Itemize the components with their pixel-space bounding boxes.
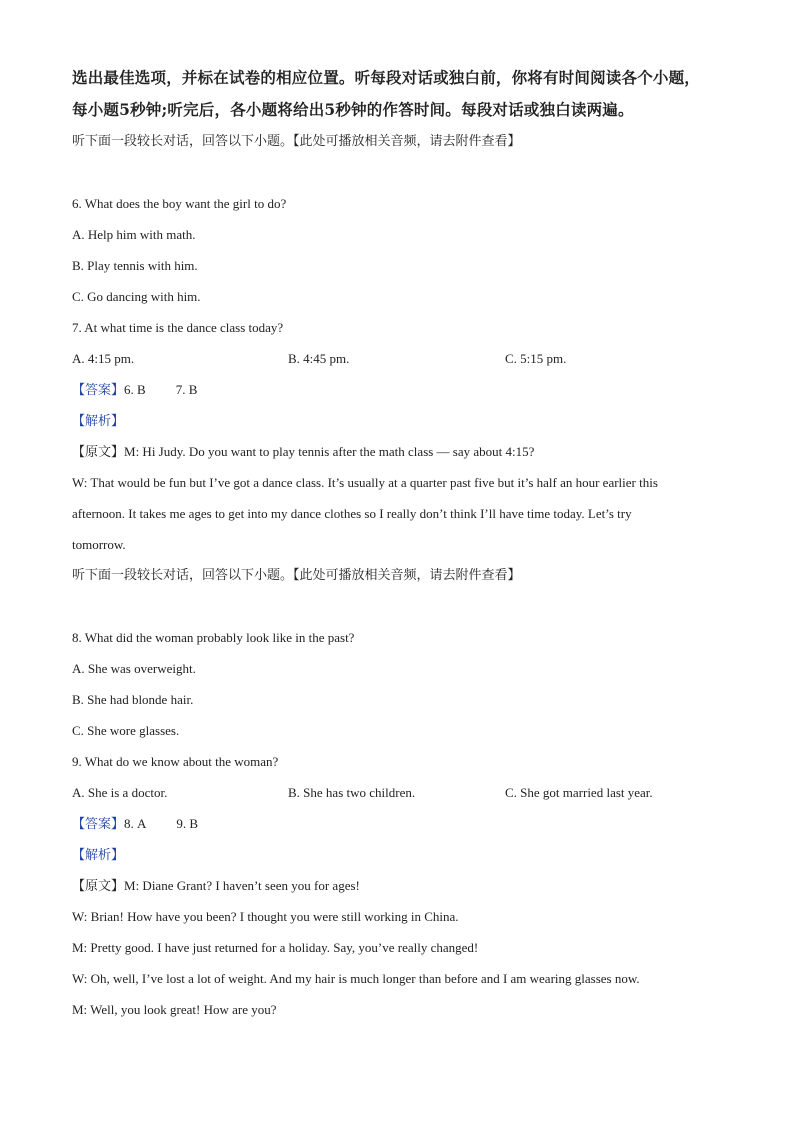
question-7-option-b: B. 4:45 pm. [288,351,350,366]
transcript-1-line-4: tomorrow. [72,537,126,552]
question-8-option-b: B. She had blonde hair. [72,692,194,707]
transcript-2-line-3: M: Pretty good. I have just returned for a holiday. Say, you’ve really changed! [72,940,479,955]
question-8-option-c: C. She wore glasses. [72,723,180,738]
question-9-option-a: A. She is a doctor. [72,785,168,800]
analysis-line-2 [72,839,722,870]
original-tag: 【原文】 [72,445,125,460]
question-6-option-b: B. Play tennis with him. [72,258,198,273]
answer-tag: 【答案】 [72,383,125,398]
transcript-text: M: Diane Grant? I haven’t seen you for ages! [124,878,360,893]
question-7-options [72,343,722,374]
question-6-option-c: C. Go dancing with him. [72,289,201,304]
answer-8: 8. A [124,816,147,831]
instruction-line-1: 选出最佳选项，并标在试卷的相应位置。听每段对话或独白前，你将有时间阅读各个小题， [72,68,701,87]
transcript-2-line-4: W: Oh, well, I’ve lost a lot of weight. And my hair is much longer than before and I am wearing glasses now. [72,971,640,986]
answer-tag: 【答案】 [72,817,125,832]
answer-line-2 [72,808,722,839]
question-9-option-c: C. She got married last year. [505,785,653,800]
question-9: 9. What do we know about the woman? [72,754,279,769]
transcript-2-line-2: W: Brian! How have you been? I thought you were still working in China. [72,909,459,924]
question-9-option-b: B. She has two children. [288,785,416,800]
question-7-option-c: C. 5:15 pm. [505,351,567,366]
question-7: 7. At what time is the dance class today? [72,320,284,335]
document-page [72,62,722,1025]
instruction-line-2: 每小题5秒钟;听完后，各小题将给出5秒钟的作答时间。每段对话或独白读两遍。 [72,100,634,119]
answer-6: 6. B [124,382,146,397]
instruction-text [72,62,722,126]
section1-intro: 听下面一段较长对话，回答以下小题。【此处可播放相关音频，请去附件查看】 [72,134,521,149]
question-7-option-a: A. 4:15 pm. [72,351,135,366]
question-9-options [72,777,722,808]
analysis-tag: 【解析】 [72,414,125,429]
question-6: 6. What does the boy want the girl to do? [72,196,287,211]
transcript-1-line-3: afternoon. It takes me ages to get into my dance clothes so I really don’t think I’ll have time today. Let’s try [72,506,632,521]
question-8: 8. What did the woman probably look like in the past? [72,630,355,645]
transcript-text: M: Hi Judy. Do you want to play tennis after the math class — say about 4:15? [124,444,535,459]
answer-7: 7. B [175,382,198,397]
transcript-2-line-5: M: Well, you look great! How are you? [72,1002,277,1017]
analysis-tag: 【解析】 [72,848,125,863]
question-6-option-a: A. Help him with math. [72,227,196,242]
transcript-1-line-1 [72,436,722,467]
section2-intro: 听下面一段较长对话，回答以下小题。【此处可播放相关音频，请去附件查看】 [72,568,521,583]
question-8-option-a: A. She was overweight. [72,661,196,676]
answer-line-1 [72,374,722,405]
answer-9: 9. B [176,816,199,831]
transcript-2-line-1 [72,870,722,901]
original-tag: 【原文】 [72,879,125,894]
analysis-line-1 [72,405,722,436]
transcript-1-line-2: W: That would be fun but I’ve got a dance class. It’s usually at a quarter past five but it’s half an hour earlier this [72,475,658,490]
